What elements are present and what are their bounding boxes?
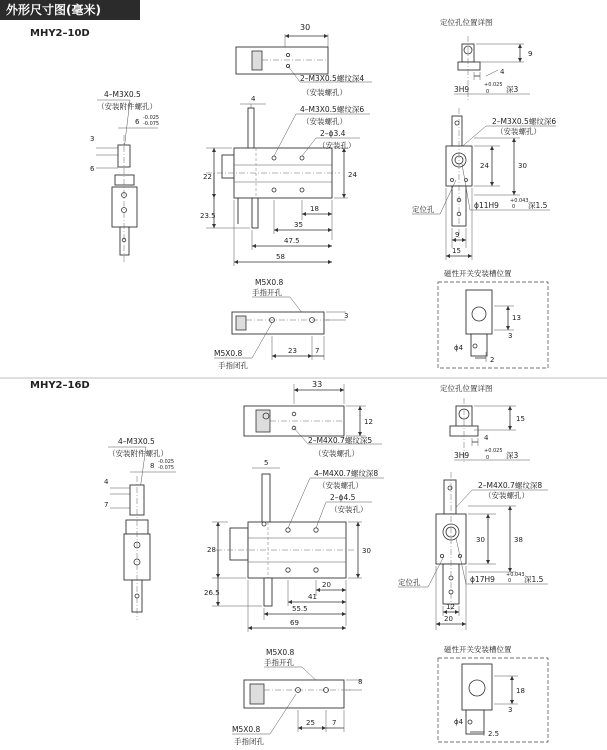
note-right-thread-16d: 2–M4X0.7螺纹深8 bbox=[478, 481, 543, 490]
dim-front-58-10d: 58 bbox=[276, 253, 285, 261]
dim-right-24-10d: 24 bbox=[480, 162, 489, 170]
tol-left-up-10d: -0.025 bbox=[143, 115, 160, 121]
mag-d4-10d: ϕ4 bbox=[454, 344, 464, 352]
locate-deep-16d: 深3 bbox=[506, 451, 519, 460]
note-front-thread-10d: 4–M3X0.5螺纹深6 bbox=[300, 105, 365, 114]
note-right-hole-deep-16d: 深1.5 bbox=[524, 575, 544, 584]
mag-slot-16d bbox=[438, 644, 548, 742]
bot-d25-16d: 25 bbox=[306, 719, 315, 727]
note-left-sub-10d: （安装附件螺孔） bbox=[97, 102, 157, 111]
bot-d8-16d: 8 bbox=[358, 678, 363, 686]
dim-front-4-10d: 4 bbox=[251, 95, 256, 103]
section-mhy2-16d bbox=[30, 380, 548, 746]
note-right-thread-sub-10d: （安装螺孔） bbox=[496, 127, 541, 136]
dim-right-9-10d: 9 bbox=[455, 231, 460, 239]
top-view-16d bbox=[244, 380, 382, 458]
locate-tol-lo-10d: 0 bbox=[486, 89, 490, 95]
right-view-16d bbox=[398, 472, 548, 630]
note-right-thread-sub-16d: （安装螺孔） bbox=[484, 491, 529, 500]
mag-d4-16d: ϕ4 bbox=[454, 718, 464, 726]
mag-d3-16d: 3 bbox=[508, 706, 513, 714]
note-right-thread-10d: 2–M3X0.5螺纹深6 bbox=[492, 117, 557, 126]
dim-left-6b-10d: 6 bbox=[90, 165, 95, 173]
note-front-thread-sub-16d: （安装螺孔） bbox=[318, 481, 363, 490]
dim-right-15-10d: 15 bbox=[452, 247, 461, 255]
note-right-locate-16d: 定位孔 bbox=[398, 578, 421, 587]
dim-left-8-16d: 8 bbox=[150, 462, 155, 470]
note-left-16d: 4–M3X0.5 bbox=[118, 437, 155, 446]
dim-front-41-16d: 41 bbox=[308, 593, 317, 601]
dim-front-24-10d: 24 bbox=[348, 171, 357, 179]
port-open-10d: M5X0.8 bbox=[255, 278, 284, 287]
mag-d2-10d: 2 bbox=[490, 356, 495, 364]
dim-top-12: 12 bbox=[364, 418, 373, 426]
locate-h9-16d: 3H9 bbox=[454, 451, 470, 460]
left-view-16d bbox=[104, 437, 176, 620]
note-top-thread-sub-16d: （安装螺孔） bbox=[314, 449, 359, 458]
port-close-sub-10d: 手指闭孔 bbox=[218, 361, 248, 370]
port-close-16d: M5X0.8 bbox=[232, 725, 261, 734]
port-close-sub-16d: 手指闭孔 bbox=[234, 737, 264, 746]
mag-slot-10d bbox=[438, 268, 548, 368]
dim-right-12-16d: 12 bbox=[446, 603, 455, 611]
note-top-thread-16d: 2–M4X0.7螺纹深5 bbox=[308, 436, 373, 445]
note-right-hole-10d: ϕ11H9 bbox=[474, 201, 499, 210]
locate-d15-16d: 15 bbox=[516, 415, 525, 423]
dim-right-30-10d: 30 bbox=[518, 162, 527, 170]
locate-tol-lo-16d: 0 bbox=[486, 455, 490, 461]
dim-front-5-16d: 5 bbox=[264, 459, 269, 467]
note-right-hole-16d: ϕ17H9 bbox=[470, 575, 495, 584]
dim-left-4-16d: 4 bbox=[104, 478, 109, 486]
locate-tol-up-16d: +0.025 bbox=[484, 448, 503, 454]
tol-right-lo-16d: 0 bbox=[508, 578, 512, 584]
dim-front-30-16d: 30 bbox=[362, 547, 371, 555]
locate-tol-up-10d: +0.025 bbox=[484, 82, 503, 88]
dim-front-18-10d: 18 bbox=[310, 205, 319, 213]
note-front-hole-16d: 2–ϕ4.5 bbox=[330, 493, 356, 502]
front-view-16d bbox=[204, 459, 384, 632]
note-top-thread-10d: 2–M3X0.5螺纹深4 bbox=[300, 74, 365, 83]
bot-d23-10d: 23 bbox=[288, 347, 297, 355]
note-front-hole-sub-16d: （安装孔） bbox=[330, 505, 368, 514]
note-left-10d: 4–M3X0.5 bbox=[104, 90, 141, 99]
tol-right-up-10d: +0.043 bbox=[510, 198, 529, 204]
dim-front-47-5-10d: 47.5 bbox=[284, 237, 300, 245]
note-front-hole-sub-10d: （安装孔） bbox=[318, 141, 356, 150]
port-open-sub-16d: 手指开孔 bbox=[264, 658, 294, 667]
bot-d3-10d: 3 bbox=[344, 312, 349, 320]
locate-title-10d: 定位孔位置详图 bbox=[440, 18, 493, 27]
model-label-10d: MHY2–10D bbox=[30, 28, 90, 39]
dim-front-35-10d: 35 bbox=[294, 221, 303, 229]
note-right-hole-deep-10d: 深1.5 bbox=[528, 201, 548, 210]
port-open-16d: M5X0.8 bbox=[266, 648, 295, 657]
locate-detail-16d bbox=[440, 383, 530, 462]
locate-deep-10d: 深3 bbox=[506, 85, 519, 94]
locate-d4-16d: 4 bbox=[484, 434, 489, 442]
section-mhy2-10d bbox=[30, 17, 556, 370]
dim-front-26-5-16d: 26.5 bbox=[204, 589, 220, 597]
note-left-sub-16d: （安装附件螺孔） bbox=[108, 449, 168, 458]
note-top-thread-sub-10d: （安装螺孔） bbox=[302, 88, 347, 97]
page-title: 外形尺寸图(毫米) bbox=[0, 0, 140, 20]
mag-d2-5-16d: 2.5 bbox=[488, 730, 500, 738]
bot-d7-16d: 7 bbox=[332, 719, 337, 727]
locate-d4-10d: 4 bbox=[500, 68, 505, 76]
bot-d7-10d: 7 bbox=[315, 347, 320, 355]
note-front-thread-sub-10d: （安装螺孔） bbox=[302, 117, 347, 126]
dim-front-69-16d: 69 bbox=[290, 619, 299, 627]
mag-d3-10d: 3 bbox=[508, 332, 513, 340]
model-label-16d: MHY2–16D bbox=[30, 380, 90, 391]
dim-top-30: 30 bbox=[300, 23, 311, 32]
note-front-hole-10d: 2–ϕ3.4 bbox=[320, 129, 346, 138]
mag-d13-10d: 13 bbox=[512, 314, 521, 322]
dim-left-6-10d: 6 bbox=[135, 118, 140, 126]
dim-top-33: 33 bbox=[312, 380, 323, 389]
dim-right-30-16d: 30 bbox=[476, 536, 485, 544]
tol-left-lo-10d: -0.075 bbox=[143, 121, 160, 127]
dim-front-20-16d: 20 bbox=[322, 581, 331, 589]
top-view-10d bbox=[236, 23, 372, 97]
tol-right-up-16d: +0.043 bbox=[506, 572, 525, 578]
tol-left-lo-16d: -0.075 bbox=[158, 465, 175, 471]
right-view-10d bbox=[412, 108, 556, 260]
front-view-10d bbox=[200, 95, 370, 266]
locate-h9-10d: 3H9 bbox=[454, 85, 470, 94]
dim-right-20-16d: 20 bbox=[444, 615, 453, 623]
dim-front-28-16d: 28 bbox=[207, 546, 216, 554]
port-close-10d: M5X0.8 bbox=[214, 349, 243, 358]
dim-front-23-5-10d: 23.5 bbox=[200, 212, 216, 220]
tol-left-up-16d: -0.025 bbox=[158, 459, 175, 465]
note-right-locate-10d: 定位孔 bbox=[412, 205, 435, 214]
dim-right-38-16d: 38 bbox=[514, 536, 523, 544]
note-front-thread-16d: 4–M4X0.7螺纹深8 bbox=[314, 469, 379, 478]
mag-d18-16d: 18 bbox=[516, 687, 525, 695]
dim-front-55-5-16d: 55.5 bbox=[292, 605, 308, 613]
tol-right-lo-10d: 0 bbox=[512, 204, 516, 210]
locate-d9-10d: 9 bbox=[528, 50, 533, 58]
mag-title-16d: 磁性开关安装槽位置 bbox=[444, 645, 512, 654]
locate-title-16d: 定位孔位置详图 bbox=[440, 384, 493, 393]
mag-title-10d: 磁性开关安装槽位置 bbox=[444, 269, 512, 278]
dim-left-3-10d: 3 bbox=[90, 135, 95, 143]
dim-left-7-16d: 7 bbox=[104, 501, 109, 509]
dim-front-22-10d: 22 bbox=[203, 173, 212, 181]
left-view-10d bbox=[90, 90, 159, 262]
bottom-view-10d bbox=[214, 278, 348, 370]
locate-detail-10d bbox=[440, 17, 532, 100]
port-open-sub-10d: 手指开孔 bbox=[252, 288, 282, 297]
bottom-view-16d bbox=[232, 648, 362, 746]
